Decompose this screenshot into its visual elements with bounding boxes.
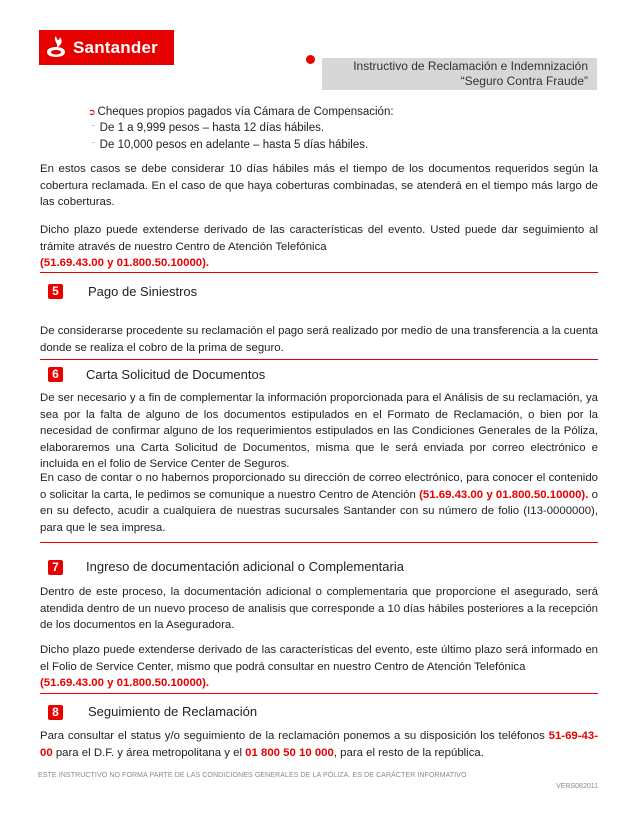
- list-subitem: ¨ De 1 a 9,999 pesos – hasta 12 días hábiles.: [92, 122, 325, 134]
- section-title: Pago de Siniestros: [88, 284, 198, 299]
- section-text: Dicho plazo puede extenderse derivado de las características del evento, este último plazo será informado en el Folio de Service Center, mismo que podrá consultar en nuestro Centro de Atención Telefónica (51.69.43.00 y 01.800.50.10000).: [40, 644, 598, 689]
- section-text: En caso de contar o no habernos proporcionado su dirección de correo electrónico, para conocer el contenido o solicitar la carta, le pedimos se comunique a nuestro Centro de Atención (51.69.43.00 y 01.800.50.10000). o en su defecto, acudir a cualquiera de nuestras sucursales Santander con su número de folio (I13-0000000), para que le sea impresa.: [40, 472, 598, 534]
- document-header: [322, 58, 597, 90]
- phone-number: 01 800 50 10 000: [245, 746, 334, 759]
- footer-disclaimer: ESTE INSTRUCTIVO NO FORMA PARTE DE LAS CONDICIONES GENERALES DE LA PÓLIZA. ES DE CARÁCTER INFORMATIVO: [38, 772, 467, 779]
- section-divider: [40, 693, 598, 694]
- header-title: Instructivo de Reclamación e Indemnización: [353, 59, 588, 73]
- header-dot: [306, 55, 315, 64]
- header-subtitle: “Seguro Contra Fraude”: [460, 74, 588, 88]
- section-title: Carta Solicitud de Documentos: [86, 367, 266, 382]
- section-divider: [40, 359, 598, 360]
- list-subitem: ¨ De 10,000 pesos en adelante – hasta 5 días hábiles.: [92, 139, 369, 151]
- intro-paragraph-2: Dicho plazo puede extenderse derivado de las características del evento. Usted puede dar seguimiento al trámite através de nuestro Centro de Atención Telefónica (51.69.43.00 y 01.800.50.10000).: [40, 224, 598, 269]
- section-text: De ser necesario y a fin de complementar la información proporcionada para el Análisis de su reclamación, ya sea por la falta de alguno de los documentos estipulados en el Formato de Reclamación, o bien por la necesidad de confirmar alguno de los requerimientos estipulados en las Condiciones Generales de la Póliza, elaboraremos una Carta Solicitud de Documentos, misma que le será enviada por correo electrónico e incluida en el folio de Service Center de Seguros.: [40, 392, 598, 470]
- intro-paragraph-1: En estos casos se debe considerar 10 días hábiles más el tiempo de los documentos requeridos según la cobertura reclamada. En el caso de que haya coberturas combinadas, se atenderá en el tiempo más largo de las coberturas.: [40, 163, 598, 208]
- section-number: 5: [48, 284, 63, 299]
- section-divider: [40, 542, 598, 543]
- phone-numbers: (51.69.43.00 y 01.800.50.10000).: [40, 257, 210, 269]
- section-text: De considerarse procedente su reclamación el pago será realizado por medio de una transferencia a la cuenta donde se realiza el cobro de la prima de seguro.: [40, 325, 598, 354]
- section-number: 7: [48, 560, 63, 575]
- santander-logo: [39, 30, 174, 65]
- phone-numbers: (51.69.43.00 y 01.800.50.10000).: [419, 488, 589, 501]
- phone-number: 51-69-43-00: [40, 730, 598, 759]
- cheques-list: [88, 104, 394, 154]
- phone-numbers: (51.69.43.00 y 01.800.50.10000).: [40, 677, 210, 689]
- dash-bullet-icon: ¨: [92, 124, 95, 133]
- dash-bullet-icon: ¨: [92, 141, 95, 150]
- section-number: 8: [48, 705, 63, 720]
- section-title: Ingreso de documentación adicional o Complementaria: [86, 559, 404, 574]
- version-code: VERS082011: [556, 783, 598, 790]
- brand-name: Santander: [73, 37, 158, 57]
- section-number: 6: [48, 367, 63, 382]
- section-divider: [40, 272, 598, 273]
- section-text: Dentro de este proceso, la documentación adicional o complementaria que proporcione el asegurado, será atendida dentro de un nuevo proceso de analisis que corresponde a 10 días hábiles posteriores a la recepción de los documentos en la Aseguradora.: [40, 586, 598, 631]
- arrow-bullet-icon: ➲: [88, 107, 96, 117]
- flame-icon: [39, 30, 73, 65]
- section-title: Seguimiento de Reclamación: [88, 704, 258, 719]
- section-text: Para consultar el status y/o seguimiento de la reclamación ponemos a su disposición los teléfonos 51-69-43-00 para el D.F. y área metropolitana y el 01 800 50 10 000, para el resto de la república.: [40, 730, 598, 759]
- list-item: ➲ Cheques propios pagados vía Cámara de Compensación:: [88, 106, 394, 118]
